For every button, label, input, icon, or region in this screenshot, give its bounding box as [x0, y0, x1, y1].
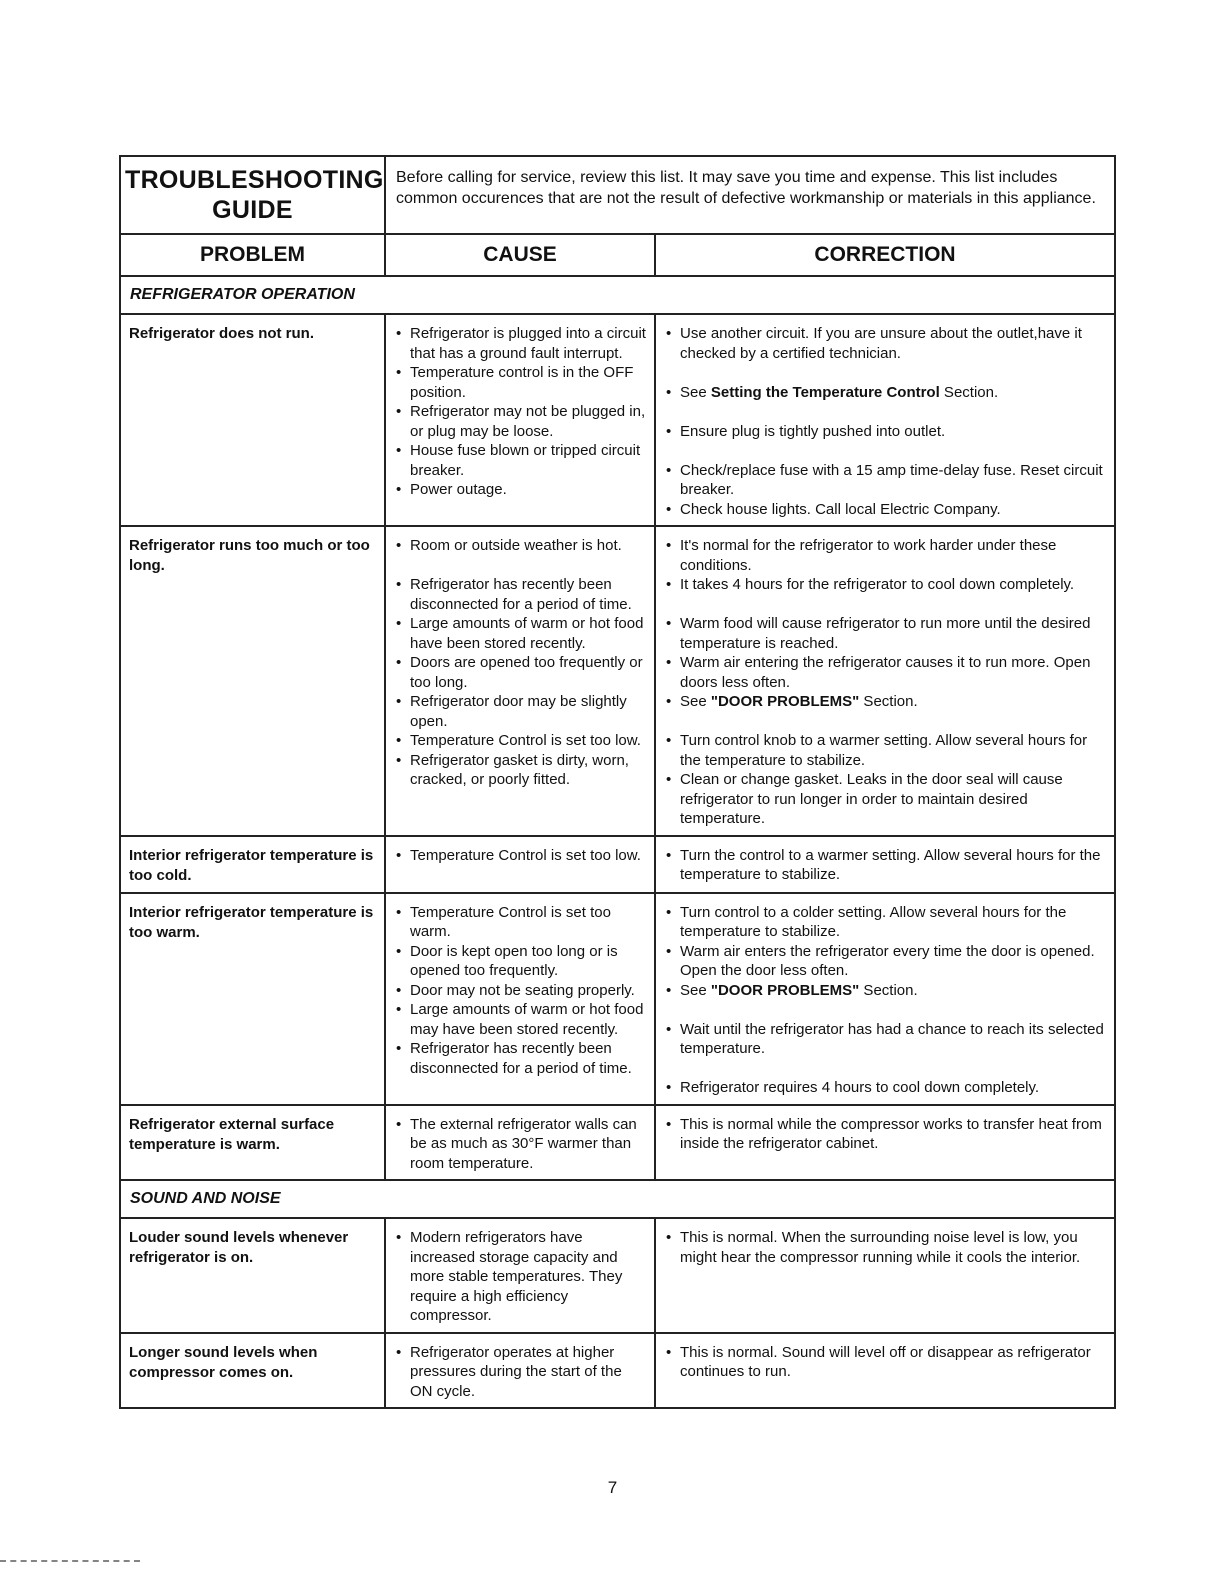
problem-cell: Refrigerator does not run. [120, 314, 385, 526]
correction-item: • It takes 4 hours for the refrigerator to cool down completely. [664, 575, 1106, 595]
column-header-problem: PROBLEM [120, 234, 385, 276]
correction-item: • This is normal. When the surrounding noise level is low, you might hear the compressor running while it cools the interior. [664, 1228, 1106, 1267]
table-row [120, 1105, 1115, 1181]
correction-list [656, 315, 1114, 525]
cause-list [386, 315, 654, 506]
correction-item: • This is normal. Sound will level off or disappear as refrigerator continues to run. [664, 1343, 1106, 1382]
table-row [120, 893, 1115, 1105]
correction-list [656, 1219, 1114, 1273]
cause-item: • Temperature Control is set too low. [394, 846, 646, 866]
section-title: SOUND AND NOISE [120, 1180, 1115, 1218]
table-row [120, 1218, 1115, 1333]
correction-item: • Warm food will cause refrigerator to run more until the desired temperature is reached. [664, 614, 1106, 653]
correction-item: • Clean or change gasket. Leaks in the door seal will cause refrigerator to run longer in order to maintain desired temperature. [664, 770, 1106, 829]
guide-header-row [120, 156, 1115, 234]
cause-cell [385, 314, 655, 526]
cause-cell [385, 526, 655, 836]
cause-item: • Large amounts of warm or hot food may have been stored recently. [394, 1000, 646, 1039]
cause-list [386, 1106, 654, 1180]
troubleshooting-page [119, 155, 1114, 1409]
correction-list [656, 527, 1114, 835]
cause-item: • Refrigerator operates at higher pressures during the start of the ON cycle. [394, 1343, 646, 1402]
table-row [120, 1333, 1115, 1409]
cause-cell [385, 836, 655, 893]
table-row [120, 314, 1115, 526]
cause-item: • Power outage. [394, 480, 646, 500]
cause-item: • Temperature Control is set too low. [394, 731, 646, 751]
table-row [120, 526, 1115, 836]
cause-item: • Refrigerator is plugged into a circuit that has a ground fault interrupt. [394, 324, 646, 363]
cause-item: • House fuse blown or tripped circuit breaker. [394, 441, 646, 480]
cause-cell [385, 1105, 655, 1181]
cause-cell [385, 1333, 655, 1409]
section-row [120, 1180, 1115, 1218]
cause-item: • Large amounts of warm or hot food have been stored recently. [394, 614, 646, 653]
correction-item: • Warm air enters the refrigerator every time the door is opened. Open the door less often. [664, 942, 1106, 981]
correction-list [656, 894, 1114, 1104]
cause-item: • Refrigerator has recently been disconnected for a period of time. [394, 575, 646, 614]
cause-item: • Temperature control is in the OFF position. [394, 363, 646, 402]
guide-title-line2: GUIDE [212, 196, 293, 224]
correction-cell [655, 1333, 1115, 1409]
correction-item: • See "DOOR PROBLEMS" Section. [664, 692, 1106, 712]
cause-item: • Temperature Control is set too warm. [394, 903, 646, 942]
problem-cell: Interior refrigerator temperature is too cold. [120, 836, 385, 893]
guide-title [120, 156, 385, 234]
guide-intro: Before calling for service, review this list. It may save you time and expense. This list includes common occurences that are not the result of defective workmanship or materials in this appliance. [385, 156, 1115, 234]
column-header-correction: CORRECTION [655, 234, 1115, 276]
cause-list [386, 837, 654, 872]
correction-item: • Ensure plug is tightly pushed into outlet. [664, 422, 1106, 442]
cause-list [386, 894, 654, 1085]
cause-cell [385, 893, 655, 1105]
correction-item: • Turn the control to a warmer setting. Allow several hours for the temperature to stabilize. [664, 846, 1106, 885]
column-header-row [120, 234, 1115, 276]
section-row [120, 276, 1115, 314]
cause-list [386, 1219, 654, 1332]
problem-cell: Interior refrigerator temperature is too warm. [120, 893, 385, 1105]
section-title: REFRIGERATOR OPERATION [120, 276, 1115, 314]
correction-item: • See Setting the Temperature Control Section. [664, 383, 1106, 403]
page-number: 7 [607, 1478, 618, 1497]
cause-item: • Door may not be seating properly. [394, 981, 646, 1001]
cause-item: • Room or outside weather is hot. [394, 536, 646, 556]
cause-list [386, 527, 654, 796]
correction-item: • See "DOOR PROBLEMS" Section. [664, 981, 1106, 1001]
correction-item: • It's normal for the refrigerator to work harder under these conditions. [664, 536, 1106, 575]
correction-item: • Wait until the refrigerator has had a chance to reach its selected temperature. [664, 1020, 1106, 1059]
guide-title-line1: TROUBLESHOOTING [125, 166, 384, 194]
correction-item: • Warm air entering the refrigerator causes it to run more. Open doors less often. [664, 653, 1106, 692]
correction-item: • Refrigerator requires 4 hours to cool down completely. [664, 1078, 1106, 1098]
problem-cell: Louder sound levels whenever refrigerator is on. [120, 1218, 385, 1333]
cause-item: • Doors are opened too frequently or too long. [394, 653, 646, 692]
table-row [120, 836, 1115, 893]
cause-list [386, 1334, 654, 1408]
column-header-cause: CAUSE [385, 234, 655, 276]
cause-item: • Door is kept open too long or is opened too frequently. [394, 942, 646, 981]
correction-cell [655, 526, 1115, 836]
correction-item: • Turn control knob to a warmer setting. Allow several hours for the temperature to stabilize. [664, 731, 1106, 770]
correction-item: • This is normal while the compressor works to transfer heat from inside the refrigerator cabinet. [664, 1115, 1106, 1154]
correction-item: • Turn control to a colder setting. Allow several hours for the temperature to stabilize. [664, 903, 1106, 942]
cause-cell [385, 1218, 655, 1333]
problem-cell: Longer sound levels when compressor comes on. [120, 1333, 385, 1409]
correction-cell [655, 1105, 1115, 1181]
correction-item: • Use another circuit. If you are unsure about the outlet,have it checked by a certified technician. [664, 324, 1106, 363]
correction-cell [655, 893, 1115, 1105]
cause-item: • Refrigerator gasket is dirty, worn, cracked, or poorly fitted. [394, 751, 646, 790]
correction-cell [655, 836, 1115, 893]
cause-item: • Modern refrigerators have increased storage capacity and more stable temperatures. They require a high efficiency compressor. [394, 1228, 646, 1326]
correction-cell [655, 314, 1115, 526]
cause-item: • The external refrigerator walls can be as much as 30°F warmer than room temperature. [394, 1115, 646, 1174]
correction-item: • Check/replace fuse with a 15 amp time-delay fuse. Reset circuit breaker. [664, 461, 1106, 500]
scan-artifact [0, 1560, 140, 1568]
correction-item: • Check house lights. Call local Electric Company. [664, 500, 1106, 520]
cause-item: • Refrigerator may not be plugged in, or plug may be loose. [394, 402, 646, 441]
problem-cell: Refrigerator runs too much or too long. [120, 526, 385, 836]
cause-item: • Refrigerator has recently been disconnected for a period of time. [394, 1039, 646, 1078]
correction-list [656, 1334, 1114, 1388]
problem-cell: Refrigerator external surface temperature is warm. [120, 1105, 385, 1181]
troubleshooting-table [119, 155, 1116, 1409]
correction-cell [655, 1218, 1115, 1333]
cause-item: • Refrigerator door may be slightly open. [394, 692, 646, 731]
correction-list [656, 837, 1114, 891]
correction-list [656, 1106, 1114, 1160]
